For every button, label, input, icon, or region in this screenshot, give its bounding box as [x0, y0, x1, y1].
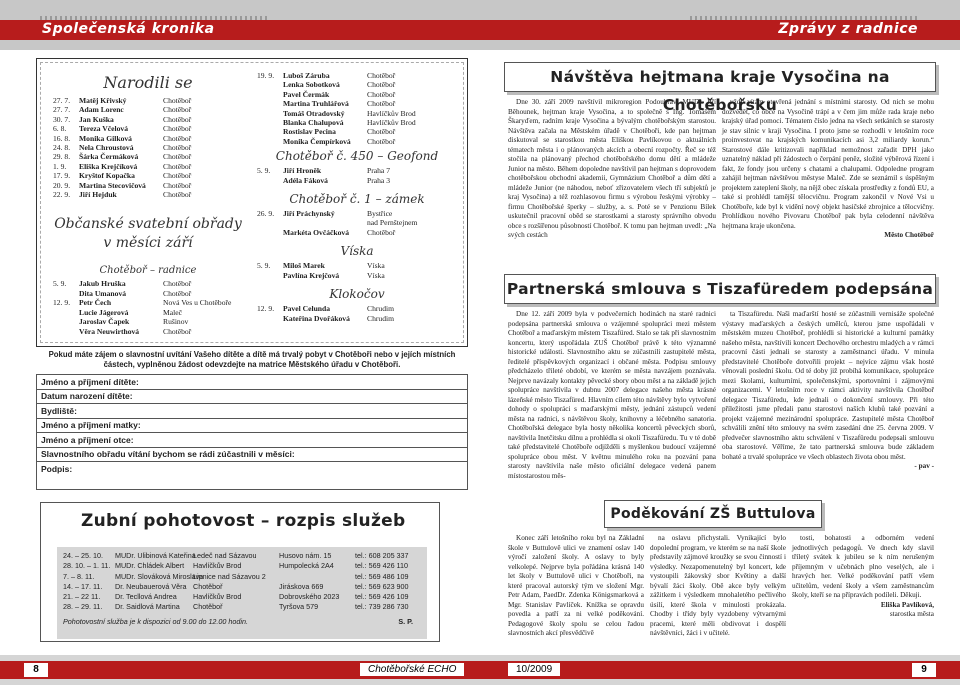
- row-place: Chotěboř: [163, 143, 192, 153]
- row-date: [257, 314, 283, 323]
- registry-row: [257, 218, 457, 227]
- partner-heading: Partnerská smlouva s Tiszafüredem podepsána: [504, 274, 936, 304]
- zamek-list: [257, 209, 457, 237]
- row-date: 17. 9.: [53, 171, 71, 181]
- top-banner: [0, 0, 960, 50]
- form-field[interactable]: [37, 462, 467, 477]
- form-label: Podpis:: [41, 464, 73, 475]
- civil-heading-line1: Občanské svatební obřady: [54, 216, 242, 233]
- klokocov-heading: Klokočov: [329, 287, 385, 302]
- row-name: Dita Umanová: [79, 288, 127, 298]
- row-date: 12. 9.: [257, 304, 275, 314]
- thanks-column-2: na oslavu přichystali. Vynikající bylo dopolední program, ve kterém se na naší škole představily zájmové kroužky se svou činností i výsledky. Nezapomenutelný byl koncert, kde vystoupili žákovský sbor Květiny a další bývalí žáci školy. Obě akce byly velkým zážitkem i výsledkem mnohaletého pečlivého úsilí, které škola v minulosti prokázala. Chodby i třídy byly vyzdobeny výtvarnými pracemi, které měli obdivovat i dospělí návštěvníci, žáci i v učitelé.: [650, 534, 786, 637]
- dental-cell: 24. – 25. 10.: [63, 551, 103, 560]
- row-date: 29. 8.: [53, 152, 71, 162]
- row-place: Havlíčkův Brod: [367, 118, 416, 128]
- civil-heading-line2: v měsíci září: [103, 235, 193, 252]
- row-place: Nová Ves u Chotěboře: [163, 298, 232, 308]
- row-date: [257, 176, 283, 185]
- registry-row: [53, 289, 243, 298]
- row-name: Šárka Čermáková: [79, 152, 139, 162]
- row-name: Jaroslav Čapek: [79, 317, 130, 327]
- registry-row: [257, 80, 457, 89]
- registry-row: [53, 124, 243, 133]
- row-name: Monika Čempírková: [283, 136, 351, 146]
- weddings-list: [257, 71, 457, 146]
- row-name: [283, 218, 367, 227]
- partner-column-2: ta Tiszafüredu. Naši maďarští hosté se zúčastnili vernisáže společné výstavy maďarských a českých umělců, kterou jsme uspořádali v městském muzeu Chotěboř, prohlédli si historické a kulturní památky našeho města, navštívili koncert Dechového orchestru mladých a v rámci pracovní části jednali se starosty a zaměstnanci úřadu. V minula představitelé Chotěboře dotvořili projekt – nejvíce zájmu však hosté věnovali poslední školu. Od té doby již probíhá komunikace, spolupráce mezi školami, kulturními, společenskými, sportovními i zájmovými organizacemi. V letošním roce v rámci aktivity navštívila Chotěboř delegace Tiszafüredu, kde jednali o dokončení smlouvy. Při této příležitosti jsme předali panu starostovi naších klubů také pozvání a projekt vzájemné mezinárodní spolupráce. Zastupitelé města Chotěboř schválili znění této smlouvy na svém zasedání dne 25. června 2009. V předvečer slavnostního aktu schválení v Tiszafüredu podepsali smlouvu oba starostové. Věříme, že tato partnerská smlouva bude základem bohaté a trvalé spolupráce ve všech oblastech života obou měst. - pav -: [722, 310, 934, 470]
- viska-heading: Víska: [340, 244, 374, 259]
- dental-cell: Dr. Saidlová Martina: [115, 602, 180, 612]
- zamek-heading: Chotěboř č. 1 – zámek: [289, 192, 425, 207]
- viska-list: [257, 261, 457, 280]
- row-place: Víska: [367, 270, 385, 280]
- row-name: Markéta Ovčáčková: [283, 227, 350, 237]
- visit-heading: Návštěva hejtmana kraje Vysočina na Chotěbořsku: [504, 62, 936, 92]
- weddings-column: [257, 71, 457, 323]
- section-title-right: Zprávy z radnice: [778, 21, 918, 37]
- partner-signature: - pav -: [914, 462, 934, 470]
- row-place: Chotěboř: [163, 133, 192, 143]
- row-date: [257, 109, 283, 118]
- form-field[interactable]: [37, 390, 467, 405]
- registry-row: [257, 228, 457, 237]
- geofond-heading: Chotěboř č. 450 – Geofond: [275, 149, 439, 164]
- form-label: Slavnostního obřadu vítání bychom se rádi zúčastnili v měsíci:: [41, 449, 295, 460]
- row-name: Adam Lorenc: [79, 105, 124, 115]
- dental-box: [40, 502, 440, 642]
- registry-row: [53, 105, 243, 114]
- row-date: [53, 327, 79, 336]
- row-date: 20. 9.: [53, 180, 71, 190]
- dental-cell: Ledeč nad Sázavou: [193, 551, 257, 560]
- row-date: [257, 218, 283, 227]
- footer-bar: [0, 655, 960, 685]
- dental-signature: S. P.: [398, 616, 413, 626]
- row-date: 16. 8.: [53, 133, 71, 143]
- row-date: [53, 308, 79, 317]
- registry-row: [53, 317, 243, 326]
- registry-row: [53, 152, 243, 161]
- row-name: Adéla Fáková: [283, 175, 328, 185]
- row-date: 22. 9.: [53, 190, 71, 200]
- dental-cell: Havlíčkův Brod: [193, 592, 242, 602]
- row-date: 5. 9.: [53, 279, 67, 289]
- dental-cell: tel.: 569 426 110: [355, 561, 409, 571]
- registry-row: [53, 96, 243, 105]
- row-place: Chotěboř: [367, 136, 396, 146]
- registry-row: [53, 308, 243, 317]
- row-place: Chotěboř: [367, 89, 396, 99]
- births-column: [53, 69, 243, 336]
- row-date: [257, 271, 283, 280]
- dental-cell: Chotěboř: [193, 602, 223, 612]
- section-title-left: Společenská kronika: [42, 21, 215, 37]
- dental-cell: tel.: 608 205 337: [355, 551, 409, 560]
- row-name: Jakub Hruška: [79, 279, 126, 289]
- dental-cell: Husovo nám. 15: [279, 551, 332, 560]
- registry-row: [257, 118, 457, 127]
- registry-row: [257, 166, 457, 175]
- row-place: Chotěboř: [163, 171, 192, 181]
- row-name: Nela Chroustová: [79, 143, 134, 153]
- row-date: [53, 289, 79, 298]
- row-name: Jiří Hejduk: [79, 190, 117, 200]
- row-name: Luboš Záruba: [283, 71, 330, 80]
- row-name: Pavel Celunda: [283, 304, 331, 314]
- row-name: Petr Čech: [79, 298, 112, 308]
- row-place: Rušinov: [163, 317, 189, 327]
- row-name: Rostislav Pecina: [283, 127, 336, 137]
- form-field[interactable]: [37, 448, 467, 463]
- dental-cell: MUDr. Slováková Miroslava: [115, 571, 204, 581]
- row-date: 24. 8.: [53, 143, 71, 153]
- row-date: 5. 9.: [257, 166, 271, 176]
- row-place: Chotěboř: [163, 180, 192, 190]
- dental-cell: Humpolecká 2A4: [279, 561, 334, 571]
- geofond-list: [257, 166, 457, 185]
- row-date: [257, 99, 283, 108]
- registry-row: [257, 314, 457, 323]
- row-name: Tomáš Otradovský: [283, 108, 345, 118]
- births-list: [53, 96, 243, 199]
- visit-column-1: Dne 30. září 2009 navštívil mikroregion Podoubraví MUDr. Jiří Běhounek, hejtman kraje Vysočina, a to společně s Ing. Tomášem Škaryďem, radním kraje Vysočina a bývalým chotěbořským starostou. Návštěva začala na Městském úřadě v Chotěboři, kde pan hejtman diskutoval se starostkou města Eliškou Pavlíkovou o aktuálních tématech města i o plánovaných akcích a obecní rozpočty. Řeč se též stočila na plánovaný přechod chotěbořského domu dětí a mládeže Junior na město. Během dopoledne navštívil pan hejtman s doprovodem chotěbořskou obchodní akademii, Gymnázium Chotěboř a dům dětí a mládeže Junior (ne náhodou, neboť zřizovatelem všech tří subjektů je kraj Vysočina) a též rozhlasovou firmu s výrobou řeskými výrobky – firmu Chotěbořské šperky – služby, a. s. Poté se v Penzionu Bílek uskutečnil pracovní oběd se starostkami a starosty správního obvodu obce s rozšířenou působností Chotěboř. K tomu pan hejtman uvedl: „Na svých cestách: [508, 98, 716, 239]
- row-place: Chotěboř: [367, 80, 396, 90]
- registry-row: [257, 209, 457, 218]
- row-place: Chotěboř: [367, 71, 396, 80]
- form-field[interactable]: [37, 433, 467, 448]
- dental-cell: tel.: 569 623 900: [355, 581, 409, 591]
- dental-cell: Lipnice nad Sázavou 2: [193, 571, 266, 581]
- registry-row: [53, 298, 243, 307]
- row-name: Věra Neuwirthová: [79, 326, 140, 336]
- thanks-column-1: Konec září letošního roku byl na Základní škole v Buttulově ulici ve znamení oslav 140 výročí založení školy. A oslavy to byly velkolepé. Nejprve byla pořádána krásná 140 let školy v Buttulově ulici v Chotěboři, na které pracoval autorský tým ve složení Mgr. Petr Adam, PaedDr. Zdenka Königsmarková a Mgr. Stanislav Pavlíček. Knížka se opravdu povedla a patří za ni velké poděkování. Pedagogové školy spolu se celou řadou slavnostních akcí přesvědčivě: [508, 534, 644, 637]
- row-place: Maleč: [163, 307, 182, 317]
- dental-row: [57, 561, 427, 571]
- dental-cell: Jiráskova 669: [279, 581, 324, 591]
- row-name: Kateřina Dvořáková: [283, 313, 350, 323]
- row-name: Blanka Chalupová: [283, 118, 344, 128]
- row-place: nad Pernštejnem: [367, 218, 418, 228]
- row-name: Monika Gilková: [79, 133, 132, 143]
- row-name: Martina Stecovičová: [79, 180, 146, 190]
- row-name: Pavel Čermák: [283, 89, 330, 99]
- registry-row: [53, 171, 243, 180]
- dental-cell: tel.: 739 286 730: [355, 602, 409, 612]
- form-label: Jméno a příjmení otce:: [41, 434, 134, 445]
- row-place: Chrudim: [367, 313, 395, 323]
- registry-row: [53, 327, 243, 336]
- row-place: Chotěboř: [163, 152, 192, 162]
- dental-table: [57, 547, 427, 639]
- footer-stripe: [0, 661, 960, 679]
- dental-cell: MUDr. Chládek Albert: [115, 561, 185, 571]
- births-heading: Narodili se: [103, 73, 193, 92]
- registry-row: [53, 162, 243, 171]
- row-place: Chotěboř: [367, 227, 396, 237]
- dental-note: Pohotovostní služba je k dispozici od 9.00 do 12.00 hodin.: [63, 616, 249, 626]
- thanks-signature-name: Eliška Pavlíková,: [880, 600, 934, 609]
- registry-row: [257, 109, 457, 118]
- row-date: [257, 228, 283, 237]
- row-place: Chotěboř: [163, 114, 192, 124]
- row-date: [257, 118, 283, 127]
- row-place: Chotěboř: [163, 105, 192, 115]
- dental-cell: 7. – 8. 11.: [63, 571, 95, 581]
- registry-row: [257, 127, 457, 136]
- civil-subheading: Chotěboř – radnice: [99, 265, 197, 277]
- row-place: Chotěboř: [163, 161, 192, 171]
- dental-cell: MUDr. Ulibinová Kateřina: [115, 551, 196, 560]
- registry-row: [53, 181, 243, 190]
- registry-row: [257, 90, 457, 99]
- row-place: Chotěboř: [163, 288, 192, 298]
- row-date: 27. 7.: [53, 96, 71, 105]
- klokocov-list: [257, 304, 457, 323]
- dental-row: [57, 592, 427, 602]
- row-place: Chotěboř: [163, 96, 192, 105]
- row-name: Jiří Práchynský: [283, 209, 335, 219]
- row-place: Bystřice: [367, 209, 393, 219]
- row-name: Miloš Marek: [283, 261, 325, 271]
- row-name: Kryštof Kopačka: [79, 171, 135, 181]
- row-place: Chotěboř: [163, 326, 192, 336]
- row-place: Praha 3: [367, 175, 390, 185]
- row-date: 26. 9.: [257, 209, 275, 219]
- row-place: Chotěboř: [367, 127, 396, 137]
- application-form: [36, 374, 468, 490]
- row-place: Chotěboř: [163, 190, 192, 200]
- form-field[interactable]: [37, 404, 467, 419]
- thanks-column-3: tosti, bohatosti a odborném vedení jednotlivých pedagogů. Ve dnech kdy slavil tříletý svátek k jubileu se k ním nerušeným příjemným v učebnách plno veselých, ale i hravých her. Velké poděkování patří všem učitelům, vedení školy a všem zaměstnancům školy, kteří se na přípravách podíleli. Děkuji. Eliška Pavlíková, starostka města: [792, 534, 934, 618]
- row-place: Chotěboř: [163, 124, 192, 134]
- row-date: [257, 137, 283, 146]
- row-date: [257, 127, 283, 136]
- row-date: 19. 9.: [257, 71, 275, 80]
- registry-row: [257, 176, 457, 185]
- row-name: Martina Truhlářová: [283, 99, 349, 109]
- dental-cell: tel.: 569 486 109: [355, 571, 409, 581]
- civil-list: [53, 279, 243, 335]
- dental-row: [57, 572, 427, 582]
- dental-cell: Dobrovského 2023: [279, 592, 340, 602]
- issue-number: 10/2009: [508, 663, 560, 676]
- dental-cell: Dr. Tecllová Andrea: [115, 592, 177, 602]
- form-label: Datum narození dítěte:: [41, 391, 133, 402]
- registry-row: [53, 279, 243, 288]
- registry-row: [53, 190, 243, 199]
- dental-cell: Chotěboř: [193, 581, 223, 591]
- row-name: Pavlína Krejčová: [283, 270, 340, 280]
- dental-cell: 28. – 29. 11.: [63, 602, 103, 612]
- registry-row: [257, 261, 457, 270]
- form-field[interactable]: [37, 375, 467, 390]
- row-name: Jan Kuška: [79, 114, 114, 124]
- form-label: Jméno a příjmení matky:: [41, 420, 141, 431]
- row-date: 12. 9.: [53, 298, 71, 308]
- row-name: Eliška Krejčíková: [79, 161, 138, 171]
- row-date: 5. 9.: [257, 261, 271, 271]
- row-place: Chotěboř: [163, 279, 192, 289]
- page-number-left: 8: [24, 663, 48, 677]
- registry-row: [257, 99, 457, 108]
- thanks-signature-role: starostka města: [889, 610, 934, 618]
- visit-column-2: vždy vítám otevřená jednání s místními starosty. Od nich se mohu dozvědět, co obce na Vysočině trápí a v čem jim může rada kraje nebo krajský úřad pomoci. Tématem číslo jedna na všech setkáních se starosty je stav silnic v kraji Vysočina. I proto jsme se rozhodli v letošním roce proinvestovat na krajských komunikacích asi 3,2 miliardy korun.“ Starostové dále kritizovali například nemožnost zařadit DPH jako uznatelný náklad při žádostech o čerpání peněz, složité výběrová řízení i fakt, že fondy jsou určeny s chatami a chalupami. Odpoledne program zahájil hejtman návštěvou městyse Maleč. Zde se seznámil s úspěšným projektem zateplení školy, na nějž obec získala prostředky z fondů EU, a také si prohlédl tamější tělocvičnu. Program zakončil v Nové Vsi u Chotěboře, kde byl k vidění nový objekt hasičské zbrojnice a tělocvičny. Prohlídkou nového Pivovaru Chotěboř pak byla celodenní návštěva hejtmana kraje ukončena. Město Chotěboř: [722, 98, 934, 239]
- form-label: Bydliště:: [41, 405, 77, 416]
- row-date: 6. 8.: [53, 124, 67, 134]
- registry-row: [257, 137, 457, 146]
- row-date: 30. 7.: [53, 114, 71, 124]
- row-date: 1. 9.: [53, 161, 67, 171]
- welcome-note: Pokud máte zájem o slavnostní uvítání Vašeho dítěte a dítě má trvalý pobyt v Chotěboři nebo v jejích místních částech, vyplněnou žádost odevzdejte na matrice Městského úřadu v Chotěboři.: [48, 350, 456, 369]
- dental-cell: Tyršova 579: [279, 602, 319, 612]
- row-date: [257, 80, 283, 89]
- row-date: [257, 90, 283, 99]
- row-date: 27. 7.: [53, 105, 71, 115]
- magazine-name: Chotěbořské ECHO: [360, 663, 464, 676]
- dental-heading: Zubní pohotovost – rozpis služeb: [81, 511, 406, 531]
- row-name: Jiří Hroněk: [283, 166, 322, 176]
- registry-row: [53, 115, 243, 124]
- row-name: Tereza Včelová: [79, 124, 128, 134]
- row-place: Chotěboř: [367, 99, 396, 109]
- dental-cell: 14. – 17. 11.: [63, 581, 103, 591]
- form-label: Jméno a příjmení dítěte:: [41, 376, 139, 387]
- row-place: Víska: [367, 261, 385, 271]
- page-number-right: 9: [912, 663, 936, 677]
- dental-row: [57, 551, 427, 561]
- dental-cell: 28. 10. – 1. 11.: [63, 561, 111, 571]
- row-name: Lucie Jágerová: [79, 307, 129, 317]
- dental-cell: tel.: 569 426 109: [355, 592, 409, 602]
- registry-row: [257, 304, 457, 313]
- dental-cell: Dr. Neubauerová Věra: [115, 581, 187, 591]
- registry-box: [36, 58, 468, 347]
- dental-row: [57, 602, 427, 612]
- row-date: [53, 317, 79, 326]
- registry-row: [257, 271, 457, 280]
- registry-row: [257, 71, 457, 80]
- dental-cell: [279, 572, 355, 582]
- row-place: Havlíčkův Brod: [367, 108, 416, 118]
- form-field[interactable]: [37, 419, 467, 434]
- registry-row: [53, 134, 243, 143]
- thanks-heading: Poděkování ZŠ Buttulova: [604, 500, 822, 528]
- row-place: Chrudim: [367, 304, 395, 314]
- row-place: Praha 7: [367, 166, 390, 176]
- row-name: Lenka Sobotková: [283, 80, 340, 90]
- row-name: Matěj Křivský: [79, 96, 127, 105]
- visit-signature: Město Chotěboř: [884, 231, 934, 239]
- dental-row: [57, 582, 427, 592]
- dental-cell: 21. – 22 11.: [63, 592, 101, 602]
- partner-column-1: Dne 12. září 2009 byla v podvečerních hodinách na staré radnici podepsána partnerská smlouva o vzájemné spolupráci mezi městem Chotěboř a maďarským městem Tiszafüred. Stalo se tak při slavnostním koncertu, který uspořádala ZUŠ Chotěboř právě k této významné historické události. Slavnostního aktu se zúčastnili zastupitelé města, ředitelé příspěvkových organizací i občané města. Podpisu smlouvy předcházelo třileté období, ve kterém se města navzájem poznávala. Nejprve navázaly kontakty pěvecké sbory obou měst a na základě jejich spolupráce navštívila v dubnu 2007 delegace našeho města krásné lázeňské město Tiszafüred. Hlavním cílem této návštěvy bylo vytvoření dohody o spolupráci s maďarskými městy, jednání zástupců vedení města na radnici, s návštěvou školy, knihovny a léčebného sanatoria. Chotěbořská delegace byla hosty několika koncertů pěveckých sborů, navštívila Inetčitsku dílnu a prohlédla si okolí Tiszafüredu. Tu v té době také představitelé Chotěboře odjížděli s myšlenkou budoucí vzájemné spolupráce obou měst. V květnu minulého roku na pozvání pana starosty navštívila naše město oficiální delegace vedená panem místostarostou měs-: [508, 310, 716, 480]
- dental-cell: Havlíčkův Brod: [193, 561, 242, 571]
